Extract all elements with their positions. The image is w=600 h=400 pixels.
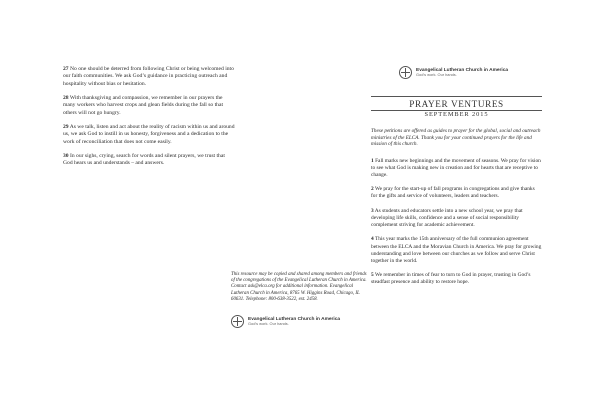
petition-number: 27 [63,66,69,72]
petition-text: This year marks the 15th anniversary of the full communion agreement between the ELCA and the Moravian Church in America. We pray for growing understanding and love between our churches as we follow and serve Christ together in the world. [371,236,542,264]
petition-number: 28 [63,95,69,102]
petition-text: We pray for the start-up of fall programs in congregations and give thanks for the gifts and service of volunteers, leaders and teachers. [371,186,535,200]
petition-number: 3 [371,207,374,214]
elca-cross-icon [231,315,244,328]
petition-number: 1 [371,157,374,164]
petition-number: 5 [371,272,374,279]
petition-text: As we talk, listen and act about the reality of racism within us and around us, we ask God to instill in us honesty, forgiveness and a dedication to the work of reconciliation that does not come easily. [63,124,235,145]
petition-text: As students and educators settle into a new school year, we pray that developing life skills, confidence and a sense of social responsibility complement striving for academic achievement. [371,207,523,229]
logo-text [416,68,508,78]
logo-text [248,317,340,327]
petition-text: In our sighs, crying, search for words and silent prayers, we trust that God hears us and understands – and answers. [63,153,225,167]
middle-panel [231,272,367,328]
petition-text: With thanksgiving and compassion, we remember in our prayers the many workers who harvest crops and glean fields during the fall so that others will not go hungry. [63,95,224,116]
elca-logo-footer [231,315,367,328]
petition-30 [63,153,235,168]
petition-4 [371,236,542,264]
intro-text: These petitions are offered as guides to prayer for the global, social and outreach ministries of the ELCA. Thank you for your continued prayers for the life and mission of this church. [371,128,541,148]
left-panel [63,66,235,175]
petition-number: 2 [371,186,374,193]
petition-5 [371,272,542,286]
petition-number: 30 [63,153,69,160]
logo-name: Evangelical Lutheran Church in America [248,316,341,322]
logo-tagline: God’s work. Our hands. [416,72,457,78]
petition-28 [63,95,235,117]
petition-text: We remember in times of fear to turn to God in prayer, trusting in God’s steadfast presence and ability to restore hope. [371,272,531,286]
page-subtitle: SEPTEMBER 2015 [424,111,489,118]
petition-text: No one should be deterred from following Christ or being welcomed into our faith communities. We ask God’s guidance in practicing outreach and hospitality without bias or hesitation. [63,66,234,87]
petition-number: 29 [63,124,69,131]
right-panel [371,66,542,294]
logo-tagline: God’s work. Our hands. [248,321,289,327]
page-title: PRAYER VENTURES [409,99,504,109]
elca-logo-header [399,66,542,79]
petition-3 [371,208,542,229]
elca-cross-icon [399,66,412,79]
petition-1 [371,158,542,179]
petition-27 [63,66,235,88]
title-block [371,96,542,120]
petition-29 [63,124,235,146]
petition-2 [371,186,542,200]
logo-name: Evangelical Lutheran Church in America [416,67,509,73]
resource-note: This resource may be copied and shared among members and friends of the congregations of the Evangelical Lutheran Church in America. Contact ask@elca.org for additional information. Evangelical Lutheran Church in America, 8765 W. Higgins Road, Chicago, IL 60631. Telephone: 800-638-3522, ext. 2458. [231,272,367,302]
petition-text: Fall marks new beginnings and the movement of seasons. We pray for vision to see what God is making new in creation and for hearts that are receptive to change. [371,157,541,178]
petition-number: 4 [371,236,374,243]
